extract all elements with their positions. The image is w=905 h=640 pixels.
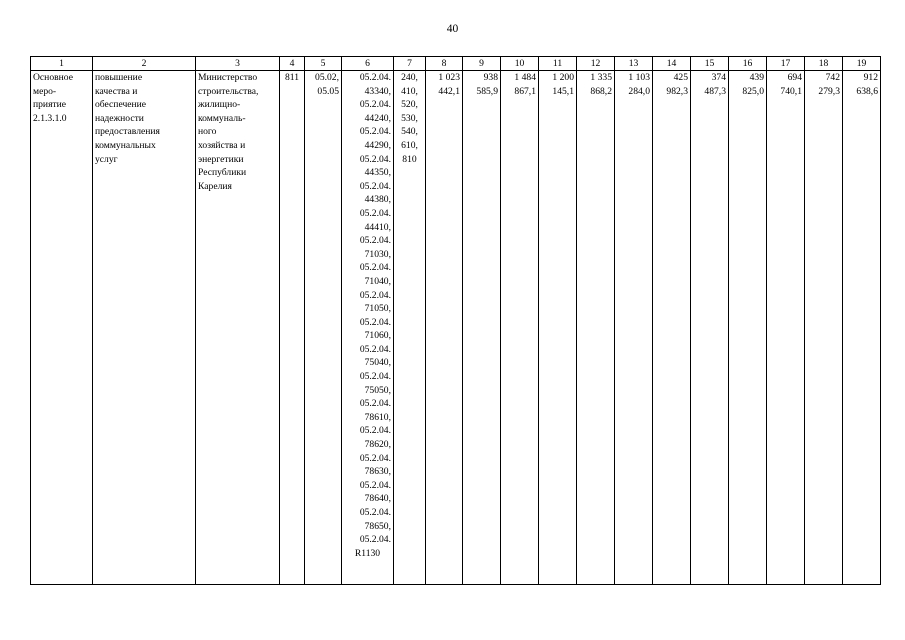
target-code-line: 75040, bbox=[364, 357, 391, 369]
target-code-line: 05.2.04. bbox=[359, 507, 391, 518]
amount-cell: 742 279,3 bbox=[805, 71, 843, 585]
table-row bbox=[31, 71, 881, 585]
column-header: 12 bbox=[577, 57, 615, 71]
ministry-cell: Министерство строительства, жилищно- коммуналь- ного хозяйства и энергетики Республики Карелия bbox=[196, 71, 280, 585]
budget-table bbox=[30, 56, 881, 585]
column-header: 8 bbox=[426, 57, 463, 71]
column-header: 19 bbox=[843, 57, 881, 71]
target-code-line: 71030, bbox=[364, 248, 391, 260]
target-code-line: 71060, bbox=[364, 330, 391, 342]
amount-cell: 1 484 867,1 bbox=[501, 71, 539, 585]
grbs-cell: 811 bbox=[280, 71, 305, 585]
target-code-line: 05.2.04. bbox=[359, 534, 391, 546]
target-code-line: 43340, bbox=[364, 85, 391, 97]
amount-cell: 912 638,6 bbox=[843, 71, 881, 585]
target-code-line: 05.2.04. bbox=[359, 371, 391, 383]
column-header: 9 bbox=[463, 57, 501, 71]
column-header: 17 bbox=[767, 57, 805, 71]
target-code-line: 71050, bbox=[364, 303, 391, 315]
header-row bbox=[31, 57, 881, 71]
target-code-line: 05.2.04. bbox=[359, 398, 391, 410]
target-code-line: 75050, bbox=[364, 384, 391, 396]
target-code-cell bbox=[342, 71, 394, 585]
column-header: 1 bbox=[31, 57, 93, 71]
column-header: 6 bbox=[342, 57, 394, 71]
column-header: 4 bbox=[280, 57, 305, 71]
amount-cell: 374 487,3 bbox=[691, 71, 729, 585]
amount-cell: 1 103 284,0 bbox=[615, 71, 653, 585]
target-code-line: 05.2.04. bbox=[359, 72, 391, 83]
target-code-list bbox=[344, 71, 391, 560]
column-header: 2 bbox=[93, 57, 196, 71]
amount-cell: 439 825,0 bbox=[729, 71, 767, 585]
column-header: 15 bbox=[691, 57, 729, 71]
target-code-line: 44410, bbox=[364, 221, 391, 233]
column-header: 16 bbox=[729, 57, 767, 71]
target-code-line: 05.2.04. bbox=[359, 343, 391, 355]
target-code-line: 05.2.04. bbox=[359, 425, 391, 437]
target-code-line: 05.2.04. bbox=[359, 99, 391, 111]
column-header: 7 bbox=[394, 57, 426, 71]
target-code-line: 78650, bbox=[364, 520, 391, 532]
target-code-line: 05.2.04. bbox=[359, 235, 391, 247]
target-code-line: 44290, bbox=[364, 139, 391, 151]
target-code-line: 44240, bbox=[364, 112, 391, 124]
target-code-line: 78640, bbox=[364, 493, 391, 505]
target-code-line: 78610, bbox=[364, 411, 391, 423]
target-code-line: 05.2.04. bbox=[359, 316, 391, 328]
section-cell: 05.02, 05.05 bbox=[305, 71, 342, 585]
amount-cell: 694 740,1 bbox=[767, 71, 805, 585]
column-header: 10 bbox=[501, 57, 539, 71]
target-code-line: 78620, bbox=[364, 439, 391, 451]
amount-cell: 1 023 442,1 bbox=[426, 71, 463, 585]
target-code-line: 78630, bbox=[364, 466, 391, 478]
event-cell: Основное меро- приятие 2.1.3.1.0 bbox=[31, 71, 93, 585]
column-header: 14 bbox=[653, 57, 691, 71]
target-code-line: 05.2.04. bbox=[359, 153, 391, 165]
target-code-line: 44350, bbox=[364, 167, 391, 179]
target-code-line: 05.2.04. bbox=[359, 262, 391, 274]
target-code-line: 05.2.04. bbox=[359, 289, 391, 301]
target-code-line: 05.2.04. bbox=[359, 126, 391, 138]
amount-cell: 1 335 868,2 bbox=[577, 71, 615, 585]
column-header: 11 bbox=[539, 57, 577, 71]
column-header: 3 bbox=[196, 57, 280, 71]
amount-cell: 1 200 145,1 bbox=[539, 71, 577, 585]
target-code-line: 05.2.04. bbox=[359, 479, 391, 491]
amount-cell: 938 585,9 bbox=[463, 71, 501, 585]
target-code-line: 71040, bbox=[364, 275, 391, 287]
target-code-line: 05.2.04. bbox=[359, 452, 391, 464]
target-code-line: 05.2.04. bbox=[359, 207, 391, 219]
target-code-line: 44380, bbox=[364, 194, 391, 206]
target-code-line: 05.2.04. bbox=[359, 180, 391, 192]
target-code-line: R1130 bbox=[354, 547, 381, 559]
column-header: 18 bbox=[805, 57, 843, 71]
amount-cell: 425 982,3 bbox=[653, 71, 691, 585]
expense-type-cell: 240, 410, 520, 530, 540, 610, 810 bbox=[394, 71, 426, 585]
column-header: 13 bbox=[615, 57, 653, 71]
column-header: 5 bbox=[305, 57, 342, 71]
goal-cell: повышение качества и обеспечение надежности предоставления коммунальных услуг bbox=[93, 71, 196, 585]
page-number: 40 bbox=[446, 23, 459, 35]
